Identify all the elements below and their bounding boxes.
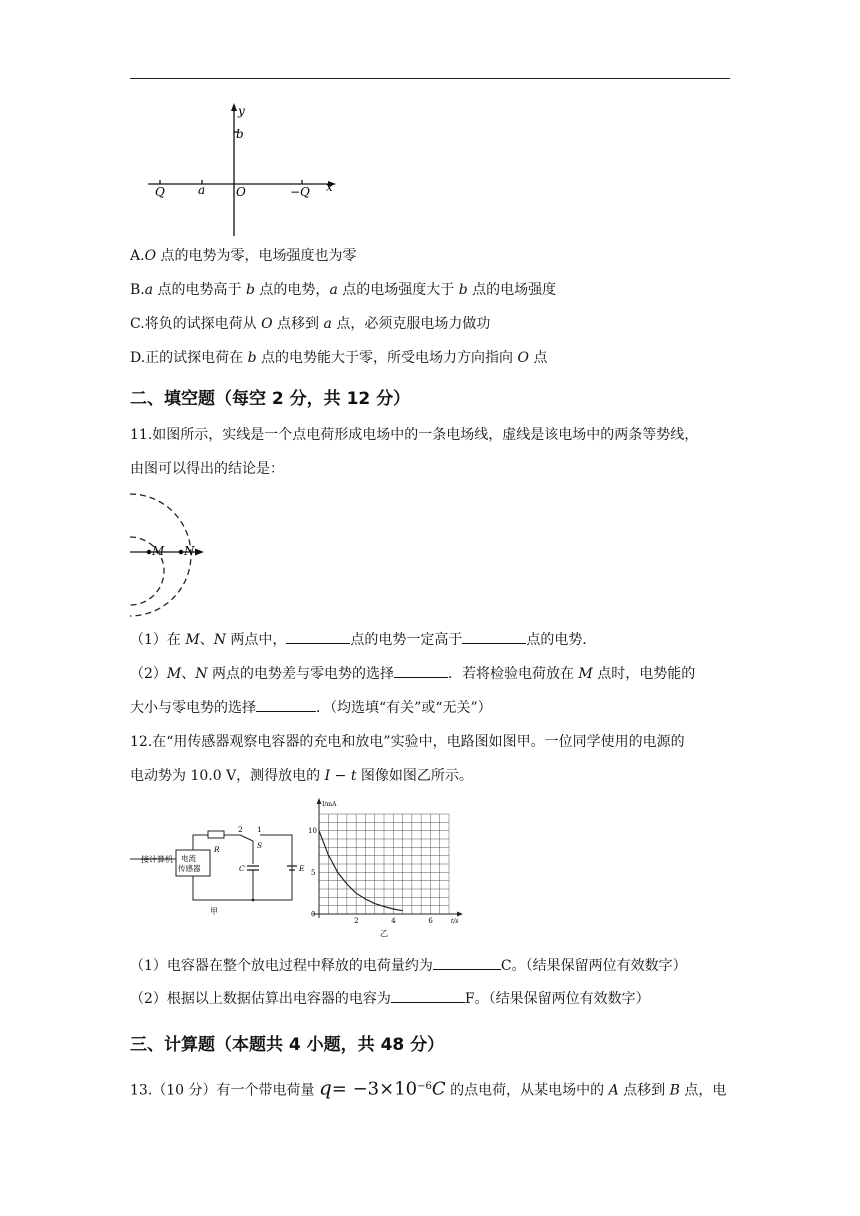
q11-part-2: （2）M、N 两点的电势差与零电势的选择 ．若将检验电荷放在 M 点时，电势能的 <box>130 663 695 685</box>
q12-line-2: 电动势为 10.0 V，测得放电的 I − t 图像如图乙所示。 <box>130 768 473 784</box>
q12-part-2: （2）根据以上数据估算出电容器的电容为 F。（结果保留两位有效数字） <box>130 988 650 1010</box>
option-c: C.将负的试探电荷从 O 点移到 a 点，必须克服电场力做功 <box>130 316 491 332</box>
x-tick-label: 4 <box>391 917 396 925</box>
figure-charges-axes <box>140 98 350 240</box>
y-axis-arrow <box>231 103 237 111</box>
chart-grid <box>319 814 449 914</box>
section-2-title: 二、填空题（每空 2 分，共 12 分） <box>130 389 411 409</box>
terminal-2-label: 2 <box>238 825 243 834</box>
q11-line-2: 由图可以得出的结论是： <box>130 461 284 477</box>
y-tick-label: 5 <box>311 868 316 877</box>
q11-line-1: 11.如图所示，实线是一个点电荷形成电场中的一条电场线，虚线是该电场中的两条等势线， <box>130 427 699 443</box>
x-tick-label: 2 <box>354 917 359 925</box>
a-label: a <box>198 183 206 197</box>
R-label: R <box>214 845 220 854</box>
discharge-curve <box>319 831 403 911</box>
y-tick-label: 10 <box>308 827 317 836</box>
q11-blank-3[interactable] <box>394 663 448 678</box>
header-rule <box>130 78 730 79</box>
graph-x-label: t/s <box>451 918 459 925</box>
M-label: M <box>152 544 165 558</box>
x-axis-label: x <box>326 180 333 194</box>
q13-line-1: 13.（10 分）有一个带电荷量 $q= -3\times 10^{-6}C$ 的点电荷，从某电场中的 A 点移到 B 点，电 <box>130 1075 727 1100</box>
Q-label: Q <box>155 185 165 199</box>
q12-line-1: 12.在“用传感器观察电容器的充电和放电”实验中，电路图如图甲。一位同学使用的电源的 <box>130 734 685 750</box>
option-a: A.O 点的电势为零，电场强度也为零 <box>130 248 357 264</box>
wire-to-R <box>193 835 208 850</box>
terminal-1-label: 1 <box>257 825 262 834</box>
q12-blank-2[interactable] <box>391 988 465 1003</box>
q11-part-2-line-2: 大小与零电势的选择 ．（均选填“有关”或“无关”） <box>130 697 492 719</box>
circuit-caption: 甲 <box>210 907 218 916</box>
junction-dot <box>252 899 255 902</box>
resistor-R <box>208 831 224 838</box>
y-tick-label: 0 <box>311 910 316 919</box>
figure-circuit <box>126 820 306 920</box>
graph-x-arrow <box>457 912 463 917</box>
negQ-label: −Q <box>290 185 310 199</box>
graph-y-arrow <box>317 798 322 804</box>
q12-blank-1[interactable] <box>433 955 501 970</box>
graph-y-label: I/mA <box>322 801 337 808</box>
q12-part-1: （1）电容器在整个放电过程中释放的电荷量约为 C。（结果保留两位有效数字） <box>130 955 687 977</box>
C-label: C <box>239 864 245 873</box>
E-label: E <box>299 864 305 873</box>
q11-blank-1[interactable] <box>286 629 350 644</box>
field-line-arrow <box>195 549 204 556</box>
x-tick-label: 6 <box>428 917 433 925</box>
y-axis-label: y <box>238 104 245 118</box>
graph-ticks <box>308 827 433 925</box>
q11-blank-2[interactable] <box>462 629 526 644</box>
switch-S-blade <box>240 835 253 841</box>
point-N <box>179 550 184 555</box>
q11-blank-4[interactable] <box>256 697 316 712</box>
graph-caption: 乙 <box>380 929 388 938</box>
O-label: O <box>236 185 246 199</box>
N-label: N <box>184 544 195 558</box>
option-d: D.正的试探电荷在 b 点的电势能大于零，所受电场力方向指向 O 点 <box>130 350 548 366</box>
sensor-label-2: 传感器 <box>178 864 201 873</box>
figure-discharge-graph <box>305 798 465 940</box>
option-b: B.a 点的电势高于 b 点的电势，a 点的电场强度大于 b 点的电场强度 <box>130 282 557 298</box>
section-3-title: 三、计算题（本题共 4 小题，共 48 分） <box>130 1035 445 1055</box>
computer-label: 接计算机 <box>141 855 173 864</box>
figure-field-line <box>124 488 224 620</box>
q11-part-1: （1）在 M、N 两点中， 点的电势一定高于 点的电势． <box>130 629 596 651</box>
b-label: b <box>236 127 244 141</box>
sensor-label-1: 电流 <box>181 854 196 863</box>
S-label: S <box>257 841 263 850</box>
point-M <box>147 550 152 555</box>
